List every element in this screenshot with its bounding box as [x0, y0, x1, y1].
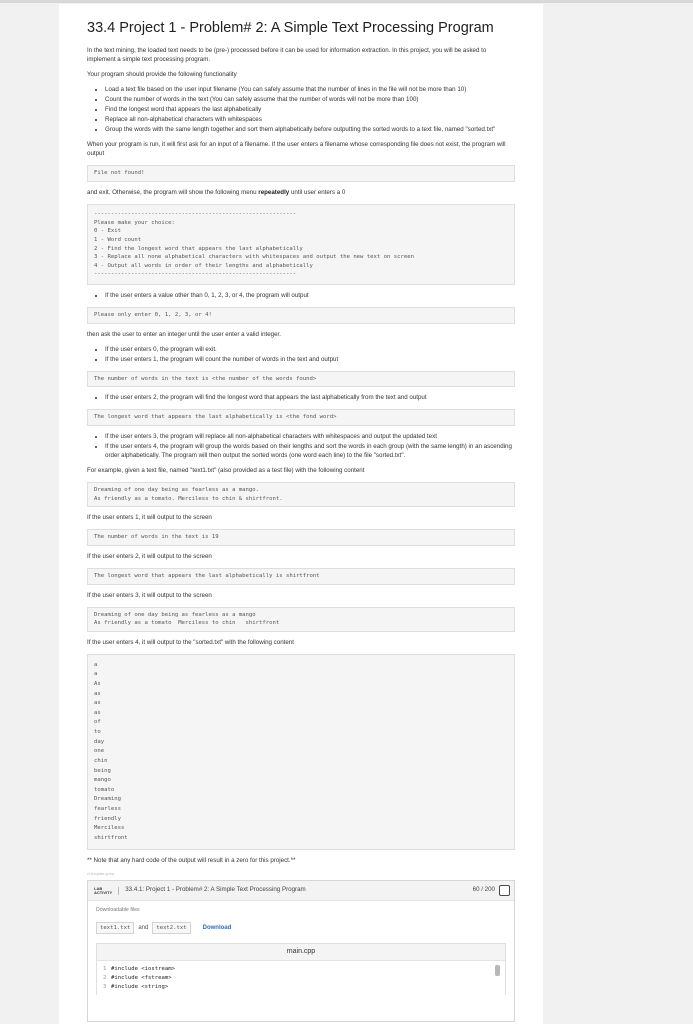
sorted-word: day	[94, 738, 105, 745]
menu-output	[87, 204, 515, 285]
sorted-word: as	[94, 709, 101, 716]
sorted-word: as	[94, 700, 101, 707]
files-row	[96, 922, 506, 934]
sorted-output	[87, 654, 515, 851]
choice-34-list	[87, 433, 515, 461]
functionality-list	[87, 86, 515, 135]
sorted-word: Merciless	[94, 825, 125, 832]
lab-activity	[87, 880, 515, 1022]
menu-line: 2 - Find the longest word that appears the last alphabetically	[94, 245, 303, 252]
word-count-template: The number of words in the text is <the number of the words found>	[87, 371, 515, 388]
list-item: • Replace all non-alphabetical characters with whitespaces	[105, 116, 515, 125]
then-ask-paragraph: then ask the user to enter an integer until the user enter a valid integer.	[87, 330, 281, 338]
example-intro: For example, given a text file, named "text1.txt" (also provided as a test file) with the following content	[87, 466, 365, 474]
line-number: 3	[103, 983, 107, 990]
hard-code-note: ** Note that any hard code of the output will result in a zero for this project.**	[87, 857, 296, 865]
output-2: The longest word that appears the last alphabetically is shirtfront	[87, 568, 515, 585]
completion-checkbox-icon	[499, 885, 510, 896]
example-input	[87, 482, 515, 507]
code-text: #include <iostream>	[111, 966, 175, 973]
lab-score: 60 / 200	[472, 886, 495, 894]
list-item: • If the user enters 4, the program will group the words based on their lengths and sort the words in each group (with the same length) in an ascending order alphabetically. The program will then output the sorted words (one word each line) to the file "sorted.txt".	[105, 443, 515, 461]
sorted-word: Dreaming	[94, 796, 121, 803]
output-3	[87, 607, 515, 632]
output-line: As friendly as a tomato Merciless to chin shirtfront	[94, 620, 280, 627]
exit-text-bold: repeatedly	[258, 188, 290, 196]
exit-text-a: and exit. Otherwise, the program will show the following menu	[87, 188, 259, 196]
lab-header	[88, 881, 514, 901]
exit-paragraph	[87, 189, 515, 198]
list-item: • If the user enters 0, the program will exit.	[105, 346, 515, 355]
exit-text-b: until user enters a 0	[289, 188, 346, 196]
list-item: • Find the longest word that appears the last alphabetically	[105, 106, 515, 115]
sorted-word: As	[94, 681, 101, 688]
other-value-list	[87, 292, 515, 301]
sorted-word: of	[94, 719, 101, 726]
and-label: and	[138, 924, 149, 931]
sorted-word: a	[94, 661, 98, 668]
downloadable-files-label: Downloadable files	[96, 907, 140, 914]
list-item: • Load a text file based on the user input filename (You can safely assume that the number of lines in the file will not be more than 10)	[105, 86, 515, 95]
file-link-text1[interactable]: text1.txt	[96, 922, 134, 934]
menu-line: ------------------------------------------------------------	[94, 210, 297, 217]
sorted-word: shirtfront	[94, 834, 128, 841]
editor-scrollbar[interactable]	[495, 965, 500, 976]
list-item: • Count the number of words in the text (You can safely assume that the number of words will not be more than 100)	[105, 96, 515, 105]
if1-paragraph: If the user enters 1, it will output to the screen	[87, 514, 212, 522]
sorted-word: as	[94, 690, 101, 697]
file-not-found-output: File not found!	[87, 165, 515, 182]
intro-paragraph: In the text mining, the loaded text needs to be (pre-) processed before it can be used for information extraction. In this project, you will be asked to implement a simple text processing program.	[87, 47, 487, 64]
example-line: As friendly as a tomato. Merciless to chin & shirtfront.	[94, 495, 283, 502]
output-1: The number of words in the text is 19	[87, 529, 515, 546]
example-line: Dreaming of one day being as fearless as a mango.	[94, 486, 260, 493]
longest-word-template: The longest word that appears the last alphabetically is <the fond word>	[87, 409, 515, 426]
page-title: 33.4 Project 1 - Problem# 2: A Simple Text Processing Program	[87, 20, 494, 36]
editor-tab-main-cpp[interactable]: main.cpp	[97, 944, 505, 961]
menu-line: 1 - Word count	[94, 236, 142, 243]
editor-code-area[interactable]	[97, 961, 505, 995]
choice-2-list	[87, 394, 515, 403]
download-link[interactable]: Download	[202, 924, 232, 931]
badge-line: LAB	[94, 885, 103, 891]
output-line: Dreaming of one day being as fearless as a mango	[94, 611, 256, 618]
template-tag: zf-template-group	[87, 872, 115, 877]
menu-line: ------------------------------------------------------------	[94, 271, 297, 278]
sorted-word: friendly	[94, 815, 121, 822]
code-text: #include <fstream>	[111, 974, 172, 981]
list-item: • If the user enters a value other than 0, 1, 2, 3, or 4, the program will output	[105, 292, 515, 301]
if3-paragraph: If the user enters 3, it will output to the screen	[87, 591, 212, 599]
list-item: • If the user enters 3, the program will replace all non-alphabetical characters with whitespaces and output the updated text	[105, 433, 515, 442]
list-item: • If the user enters 2, the program will find the longest word that appears the last alphabetically from the text and output	[105, 394, 515, 403]
content-page	[59, 4, 543, 1024]
file-link-text2[interactable]: text2.txt	[152, 922, 190, 934]
list-item: • Group the words with the same length together and sort them alphabetically before outputting the sorted words to a text file, named "sorted.txt"	[105, 126, 515, 135]
sorted-word: being	[94, 767, 111, 774]
code-line	[103, 965, 499, 974]
functionality-intro: Your program should provide the following functionality	[87, 71, 237, 79]
sorted-word: one	[94, 748, 105, 755]
run-paragraph: When your program is run, it will first ask for an input of a filename. If the user enters a filename whose corresponding file does not exist, the program will output	[87, 141, 506, 158]
lab-body	[88, 901, 514, 1021]
list-item: • If the user enters 1, the program will count the number of words in the text and output	[105, 356, 515, 365]
sorted-word: to	[94, 729, 101, 736]
code-text: #include <string>	[111, 983, 169, 990]
menu-line: 4 - Output all words in order of their lengths and alphabetically	[94, 262, 313, 269]
code-editor	[96, 943, 506, 995]
sorted-word: tomato	[94, 786, 115, 793]
menu-line: 3 - Replace all none alphabetical characters with whitespaces and output the new text on screen	[94, 254, 414, 261]
sorted-word: a	[94, 671, 98, 678]
badge-line: ACTIVITY	[94, 889, 113, 895]
choice-01-list	[87, 346, 515, 365]
lab-activity-badge	[92, 887, 119, 896]
please-only-output: Please only enter 0, 1, 2, 3, or 4!	[87, 307, 515, 324]
line-number: 2	[103, 974, 107, 981]
browser-top-line	[0, 0, 693, 3]
sorted-word: mango	[94, 777, 111, 784]
code-line	[103, 974, 499, 983]
sorted-word: fearless	[94, 805, 121, 812]
lab-title: 33.4.1: Project 1 - Problem# 2: A Simple Text Processing Program	[125, 886, 306, 894]
if2-paragraph: If the user enters 2, it will output to the screen	[87, 552, 212, 560]
sorted-word: chin	[94, 757, 108, 764]
code-line	[103, 983, 499, 992]
line-number: 1	[103, 966, 107, 973]
if4-paragraph: If the user enters 4, it will output to the "sorted.txt" with the following content	[87, 638, 294, 646]
menu-line: Please make your choice:	[94, 219, 175, 226]
menu-line: 0 - Exit	[94, 228, 121, 235]
